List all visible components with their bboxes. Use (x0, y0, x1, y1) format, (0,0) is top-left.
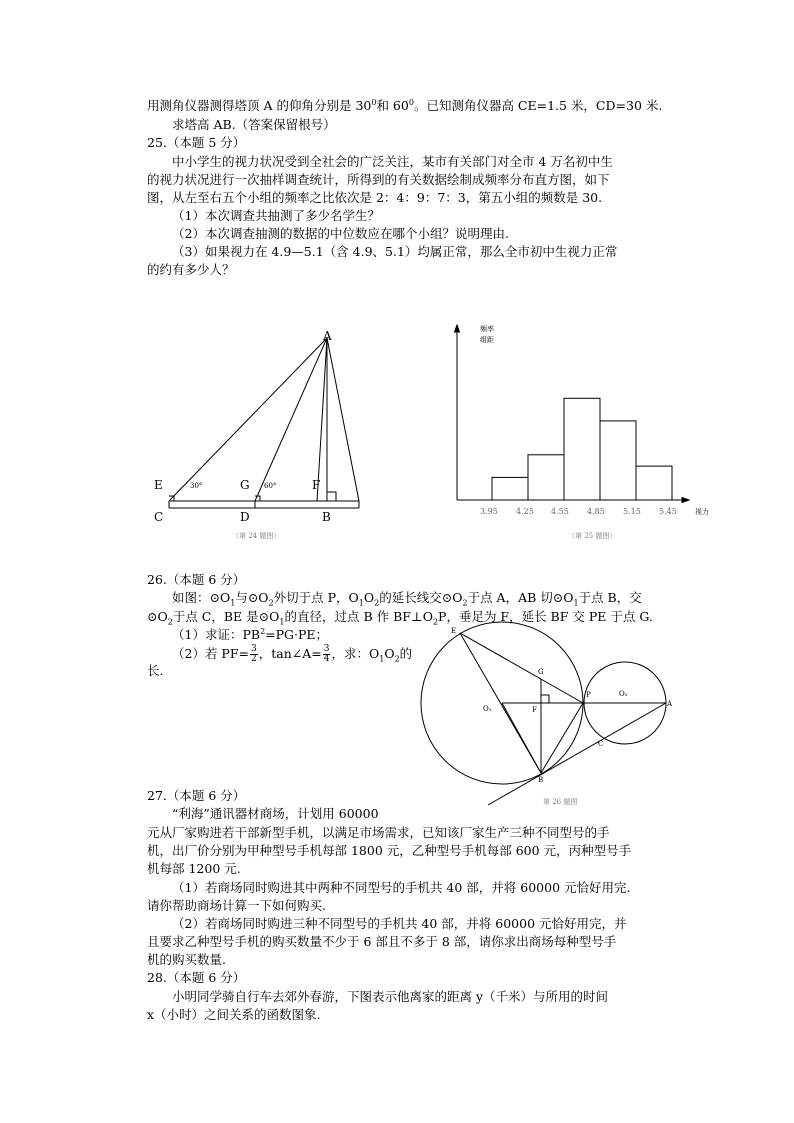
line-HA (327, 338, 359, 501)
label-A: A (667, 700, 673, 708)
label-C: C (154, 510, 164, 524)
line-E-P (460, 633, 583, 703)
q26-sub1: （1）求证：$PB^2=PG\cdot PE$； (172, 626, 329, 642)
q28-para-line2: x（小时）之间关系的函数图象. (147, 1007, 321, 1022)
label-P: P (586, 691, 591, 699)
x-axis-arrow (682, 498, 689, 503)
q27-sub2: （2）若商场同时购进三种不同型号的手机共 40 部，并将 60000 元恰好用完，并 (172, 916, 627, 931)
q25-para-line1: 中小学生的视力状况受到全社会的广泛关注，某市有关部门对全市 4 万名初中生 (172, 154, 613, 169)
right-angle-mark-F (541, 695, 549, 703)
line-FA (317, 338, 327, 501)
q25-sub3-cont: 的约有多少人？ (147, 262, 235, 277)
q27-para-line1: “利海”通讯器材商场，计划用 60000 (172, 806, 379, 821)
q26-header: 26.（本题 6 分） (147, 572, 246, 587)
label-D: D (240, 510, 250, 524)
y-label-top: 频率 (480, 325, 494, 333)
q28-para-line1: 小明同学骑自行车去郊外春游，下图表示他离家的距离 y（千米）与所用的时间 (172, 989, 609, 1004)
figure-25-histogram (440, 315, 730, 550)
label-E: E (451, 627, 457, 635)
q26-para-line2: $⊙O_2$于点 C，BE 是$⊙O_1$的直径，过点 B 作 $BF\perp O_2P$，垂足为 F，延长 BF 交 PE 于点 G. (147, 609, 653, 627)
q27-sub1-cont: 请你帮助商场计算一下如何购买. (147, 898, 326, 913)
label-F: F (532, 706, 537, 714)
q27-para-line4: 机每部 1200 元. (147, 861, 241, 876)
angle-30-label: 30° (190, 482, 203, 490)
label-E: E (154, 478, 163, 492)
q25-sub3: （3）如果视力在 4.9—5.1（含 4.9、5.1）均属正常，那么全市初中生视力正常 (172, 244, 618, 259)
label-G: G (240, 478, 250, 492)
tick-label: 5.45 (659, 507, 677, 516)
label-B: B (322, 510, 331, 524)
figure-24-caption: （第 24 题图） (232, 532, 281, 540)
tick-label: 4.55 (551, 507, 569, 516)
angle-60-label: 60° (264, 482, 277, 490)
y-axis-arrow (455, 325, 460, 332)
label-O1: O₁ (483, 705, 492, 713)
fraction-3-4: $\frac{3}{4}$ (323, 644, 330, 664)
figure-26-caption: 第 26 题图 (543, 798, 578, 806)
line-B-A-extended (488, 703, 666, 805)
q25-sub2: （2）本次调查抽测的数据的中位数应在哪个小组？说明理由. (172, 226, 509, 241)
q25-para-line3: 图，从左至右五个小组的频率之比依次是 2：4：9：7：3，第五小组的频数是 30. (147, 190, 603, 205)
q27-header: 27.（本题 6 分） (147, 788, 246, 803)
q27-para-line3: 机，出厂价分别为甲种型号手机每部 1800 元，乙种型号手机每部 600 元，丙种型号手 (147, 843, 632, 858)
tick-label: 3.95 (480, 507, 498, 516)
tick-label: 4.25 (516, 507, 534, 516)
histogram-bar-5 (636, 466, 672, 500)
y-label-bottom: 组距 (480, 336, 494, 344)
q27-sub2-cont1: 且要求乙种型号手机的购买数量不少于 6 部且不多于 8 部，请你求出商场每种型号手 (147, 934, 617, 949)
figure-25-caption: （第 25 题图） (568, 532, 617, 540)
histogram-bar-4 (600, 421, 636, 500)
figure-26-circles-diagram (410, 615, 690, 815)
histogram-bar-2 (528, 455, 564, 500)
q28-header: 28.（本题 6 分） (147, 970, 246, 985)
label-O2: O₂ (619, 690, 628, 698)
label-A: A (323, 329, 332, 343)
q25-sub1: （1）本次调查共抽测了多少名学生？ (172, 208, 380, 223)
label-C: C (598, 740, 604, 748)
line-EA (169, 338, 327, 501)
label-B: B (538, 776, 544, 784)
histogram-bar-1 (492, 477, 528, 500)
tick-label: 5.15 (623, 507, 641, 516)
x-label: 视力 (695, 508, 709, 516)
q24-line1: 用测角仪器测得塔顶 A 的仰角分别是 $30^0$和 $60^0$。已知测角仪器高 CE=1.5 米，CD=30 米. (147, 97, 663, 113)
q25-para-line2: 的视力状况进行一次抽样调查统计，所得到的有关数据绘制成频率分布直方图，如下 (147, 172, 610, 187)
histogram-bar-3 (564, 398, 600, 500)
right-angle-mark-F (327, 492, 336, 501)
q26-sub2: （2）若 PF= $\frac{3}{2}$ ，tan∠A= $\frac{3}{4}$ ，求：$O_1O_2$的 (172, 644, 413, 664)
q24-ask: 求塔高 AB.（答案保留根号） (172, 117, 336, 132)
q27-sub1: （1）若商场同时购进其中两种不同型号的手机共 40 部，并将 60000 元恰好用完. (172, 880, 631, 895)
label-G: G (538, 668, 544, 676)
q25-header: 25.（本题 5 分） (147, 135, 246, 150)
q26-sub2-cont: 长. (147, 663, 164, 678)
q26-para-line1: 如图：$⊙O_1$与$⊙O_2$外切于点 P，$O_1O_2$的延长线交$⊙O_2$于点 A，AB 切$⊙O_1$于点 B，交 (172, 590, 642, 608)
q27-sub2-cont2: 机的购买数量. (147, 952, 226, 967)
line-GA (255, 338, 327, 501)
figure-24-tower-diagram (140, 325, 380, 555)
label-F: F (312, 478, 321, 492)
fraction-3-2: $\frac{3}{2}$ (250, 644, 257, 664)
tick-label: 4.85 (587, 507, 605, 516)
q27-para-line2: 元从厂家购进若干部新型手机，以满足市场需求，已知该厂家生产三种不同型号的手 (147, 825, 610, 840)
